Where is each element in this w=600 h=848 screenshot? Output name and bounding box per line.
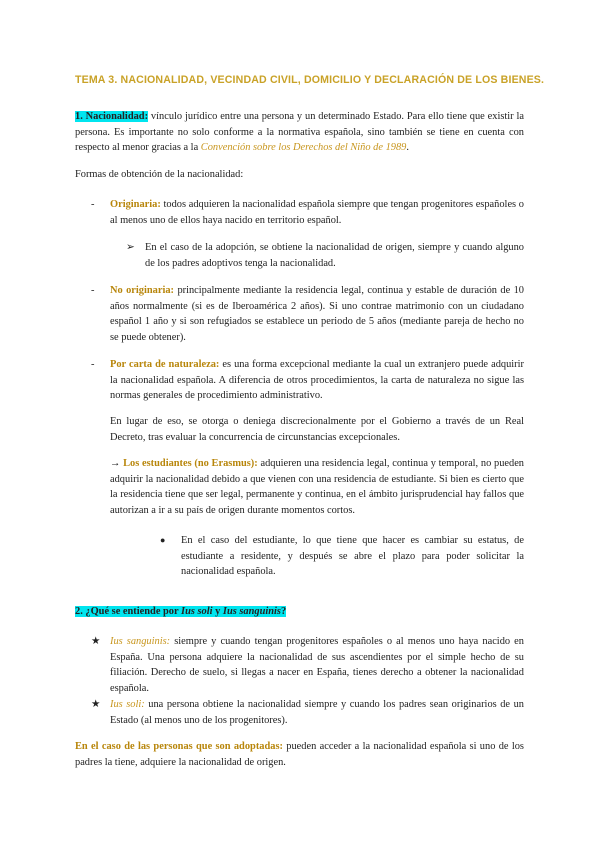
dash-marker: - (91, 285, 95, 296)
no-originaria-item: No originaria: principalmente mediante la residencia legal, continua y estable de duración de 10 años normalmente (si es de Iberoamérica 2 años). Si uno contrae matrimonio con un ciudadano español 1 año y si son refugiados se establece un periodo de 5 años (mediante pareja de hecho no se puede obtener). (110, 285, 524, 344)
ius-sanguinis-label: Ius sanguinis: (110, 636, 171, 647)
section2-heading: 2. ¿Qué se entiende por Ius soli y Ius sanguinis? (75, 606, 287, 617)
convention-reference: Convención sobre los Derechos del Niño de 1989 (200, 142, 407, 154)
adoptadas-label: En el caso de las personas que son adoptadas: (75, 741, 283, 752)
bullet-dot-icon: ● (160, 535, 166, 545)
formas-intro: Formas de obtención de la nacionalidad: (75, 169, 244, 180)
ius-soli-label: Ius soli: (110, 699, 145, 710)
originaria-item: Originaria: todos adquieren la nacionalidad española siempre que tengan progenitores españoles o al menos uno de ellos haya nacido en territorio español. (110, 199, 524, 226)
arrowhead-bullet-icon: ➢ (126, 242, 135, 253)
section1-heading: 1. Nacionalidad: (75, 111, 149, 122)
right-arrow-icon: → (110, 458, 121, 469)
carta-item: Por carta de naturaleza: es una forma excepcional mediante la cual un extranjero puede adquirir la nacionalidad española. A diferencia de otros procedimientos, la carta de naturaleza no sigue las normas generales de procedimiento administrativo. (110, 359, 524, 402)
star-bullet-icon: ★ (91, 699, 101, 710)
estudiante-subitem: En el caso del estudiante, lo que tiene que hacer es cambiar su estatus, de estudiante a residente, y después se abre el plazo para poder solicitar la nacionalidad española. (181, 535, 524, 578)
no-originaria-label: No originaria: (110, 285, 175, 296)
originaria-label: Originaria: (110, 199, 161, 210)
document-title: TEMA 3. NACIONALIDAD, VECINDAD CIVIL, DOMICILIO Y DECLARACIÓN DE LOS BIENES. (75, 74, 545, 86)
adoptadas-paragraph: En el caso de las personas que son adoptadas: pueden acceder a la nacionalidad española si uno de los padres la tiene, adquiere la nacionalidad de origen. (75, 741, 524, 768)
ius-sanguinis-item: Ius sanguinis: siempre y cuando tengan progenitores españoles o al menos uno haya nacido en España. Una persona adquiere la nacionalidad de sus ascendientes por el simple hecho de su filiación. Derecho de suelo, si llegas a nacer en España, tienes derecho a obtener la nacionalidad española. (110, 636, 524, 695)
ius-soli-item: Ius soli: una persona obtiene la nacionalidad siempre y cuando los padres sean originarios de un Estado (al menos uno de los progenitores). (110, 699, 524, 726)
dash-marker: - (91, 199, 95, 210)
estudiantes-paragraph: → Los estudiantes (no Erasmus): adquieren una residencia legal, continua y temporal, no pueden adquirir la nacionalidad debido a que vienen con una residencia de estudiante. Si bien es cierto que la residencia tiene que ser legal, permanente y continua, en el ámbito jurisprudencial hay fallos que autorizan a ir a su país de origen durante momentos cortos. (110, 458, 524, 517)
adopcion-subitem: En el caso de la adopción, se obtiene la nacionalidad de origen, siempre y cuando alguno de los padres adoptivos tenga la nacionalidad. (145, 242, 524, 269)
section1-paragraph: 1. Nacionalidad: vínculo jurídico entre una persona y un determinado Estado. Para ello tiene que existir la persona. Es importante no solo conforme a la normativa española, sino también se tiene en cuenta con respecto al menor gracias a la Convención sobre los Derechos del Niño de 1989. (75, 111, 525, 154)
dash-marker: - (91, 359, 95, 370)
carta-label: Por carta de naturaleza: (110, 359, 220, 370)
carta-paragraph-2: En lugar de eso, se otorga o deniega discrecionalmente por el Gobierno a través de un Real Decreto, tras evaluar la concurrencia de circunstancias excepcionales. (110, 416, 524, 443)
star-bullet-icon: ★ (91, 636, 101, 647)
estudiantes-label: Los estudiantes (no Erasmus): (123, 458, 258, 469)
